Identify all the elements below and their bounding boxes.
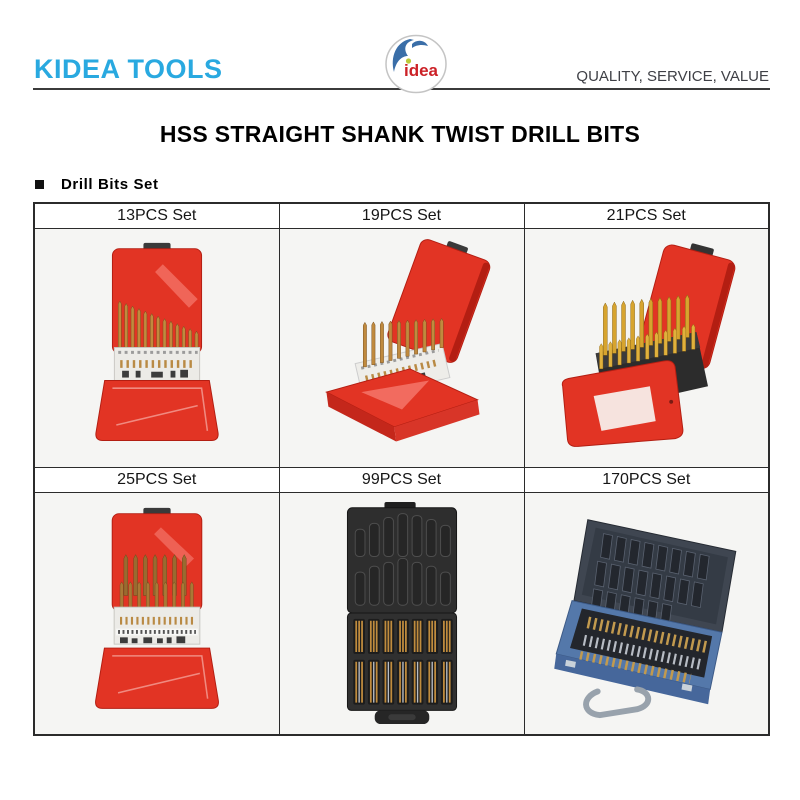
case-handle: [586, 690, 648, 716]
idea-logo: [383, 33, 449, 95]
drill-bits-mid-row: [120, 582, 193, 611]
label-row-2: [34, 467, 769, 492]
tagline: QUALITY, SERVICE, VALUE: [576, 68, 769, 85]
bit-bundles-row2: [353, 660, 452, 705]
product-label-text: 25PCS Set: [117, 470, 197, 488]
product-label-25pcs: [34, 467, 279, 492]
product-label-text: 19PCS Set: [361, 206, 442, 224]
photo-row-1: [34, 228, 769, 467]
brand-name: KIDEA TOOLS: [34, 54, 223, 84]
product-label-170pcs: [524, 467, 769, 492]
illustration-13pcs-red-case: [67, 239, 247, 457]
illustration-170pcs-blue-case: [541, 502, 751, 724]
square-bullet-icon: [35, 180, 44, 189]
photo-row-2: [34, 492, 769, 735]
illustration-19pcs-red-case: [302, 239, 502, 457]
illustration-99pcs-black-case: [322, 500, 482, 726]
product-label-text: 21PCS Set: [606, 206, 686, 224]
product-photo-99pcs: [279, 492, 524, 735]
products-table: [33, 202, 770, 736]
section-heading: [35, 176, 159, 193]
product-label-99pcs: [279, 467, 524, 492]
product-photo-25pcs: [34, 492, 279, 735]
tray-rivet: [670, 399, 674, 403]
product-photo-21pcs: [524, 228, 769, 467]
page-title: HSS STRAIGHT SHANK TWIST DRILL BITS: [159, 121, 641, 147]
product-label-21pcs: [524, 203, 769, 228]
handle-grip: [388, 715, 415, 721]
product-label-text: 13PCS Set: [117, 206, 197, 224]
label-row-1: [34, 203, 769, 228]
product-photo-19pcs: [279, 228, 524, 467]
illustration-21pcs-red-case: [546, 239, 746, 457]
idea-logo-text: idea: [404, 61, 439, 80]
case-base-tray: [95, 648, 218, 708]
product-label-text: 170PCS Set: [602, 470, 691, 488]
bit-bundles-row1: [353, 619, 452, 654]
product-label-13pcs: [34, 203, 279, 228]
section-heading-label: Drill Bits Set: [61, 176, 159, 193]
product-photo-170pcs: [524, 492, 769, 735]
product-label-19pcs: [279, 203, 524, 228]
illustration-25pcs-red-case: [67, 502, 247, 724]
product-label-text: 99PCS Set: [361, 470, 442, 488]
product-photo-13pcs: [34, 228, 279, 467]
case-base-tray: [96, 380, 218, 440]
